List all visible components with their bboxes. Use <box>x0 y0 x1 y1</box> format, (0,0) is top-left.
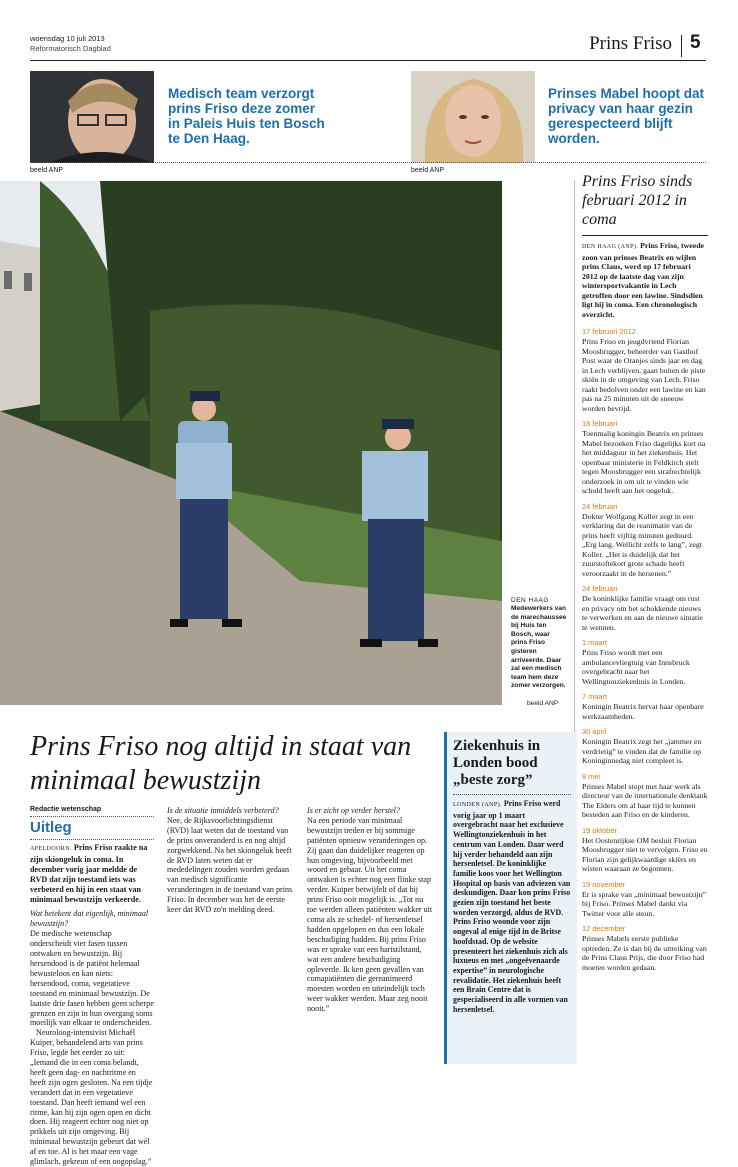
timeline-entry <box>582 826 708 874</box>
box <box>444 732 577 1064</box>
page-divider <box>681 35 682 57</box>
timeline-entry-text: Koningin Beatrix zegt het „jammer en verdrietig” te vinden dat de familie op Koninginnedag niet compleet is. <box>582 737 702 765</box>
lead <box>30 843 154 904</box>
lead-place: APELDOORN. <box>30 846 72 852</box>
timeline-entry <box>582 727 708 766</box>
box-rule <box>453 794 571 795</box>
masthead-paper: Reformatorisch Dagblad <box>30 44 111 53</box>
box-headline: Ziekenhuis in Londen bood „beste zorg” <box>453 738 541 788</box>
main-photo <box>0 181 502 705</box>
photo-credit: beeld ANP <box>527 700 559 707</box>
byline-rule <box>30 816 154 817</box>
timeline-entry-date: 18 februari <box>582 419 618 428</box>
teaser-rule <box>30 162 706 163</box>
teaser-photo-mabel <box>411 71 535 163</box>
timeline-entry-text: Toenmalig koningin Beatrix en prinses Mabel bezoeken Friso dagelijks kort na het middaguur in het ziekenhuis. Het openbaar ministerie in Feldkirch stelt tegen Moosbrugger een strafrechtelijk onderzoek in om uit te vinden wie schuld heeft aan het ongeluk. <box>582 429 706 495</box>
timeline-entry <box>582 327 708 413</box>
teaser-credit-1: beeld ANP <box>30 167 64 174</box>
question-2-inline: Is de situatie inmiddels verbeterd? <box>167 806 279 815</box>
question-3: Is er zicht op verder herstel? <box>307 806 400 815</box>
teaser-credit-2: beeld ANP <box>411 167 445 174</box>
timeline-rule <box>582 235 708 236</box>
byline: Redactie wetenschap <box>30 806 102 813</box>
box-body <box>453 799 571 1014</box>
kicker: Uitleg <box>30 819 72 836</box>
photo-caption-place: DEN HAAG <box>511 597 549 604</box>
timeline-entry-date: 19 oktober <box>582 825 617 835</box>
timeline-entry-date: 19 november <box>582 879 626 889</box>
timeline-entry-text: Er is sprake van „minimaal bewustzijn” bij Friso. Prinses Mabel dankt via Twitter voor alle steun. <box>582 889 707 918</box>
paragraph-2: Neuroloog-intensivist Michaël Kuiper, behandelend arts van prins Friso, legde het eerder zo uit: „Iemand die in een coma belandt, heeft geen dag- en nachtritme en heeft zijn ogen gesloten. Na een tijdje verandert dat in een vegetatieve toestand. Dan heeft iemand wel een ritme, kan hij zijn ogen open en dicht doen. Hij reageert echter nog niet op prikkels uit zijn omgeving. Bij minimaal bewustzijn gebeurt dat wél af en toe. Al is het maar een vage glimlach, gekreun of een oogopslag.” <box>30 1028 153 1167</box>
timeline-intro <box>582 241 708 319</box>
guards-photo <box>0 181 502 705</box>
box-text: Prins Friso werd vorig jaar op 1 maart overgebracht naar het exclusieve Wellingtonziekenhuis in het centrum van Londen. Daar werd hij verder behandeld aan zijn hersenletsel. De koninklijke familie koos voor het Wellington Hospital op basis van adviezen van deskundigen. Daar kon prins Friso gezien zijn toestand het beste worden verzorgd, aldus de RVD. Prins Friso woonde voor zijn ongeval al enige tijd in de Britse hoofdstad. Op de website presenteert het ziekenhuis zich als luxueus en met „ongeëvenaarde expertise” in neurologische revalidatie. Het ziekenhuis heeft een Brain Centre dat is gespecialiseerd in alle vormen van hersenletsel. <box>453 799 571 1014</box>
paragraph-1: De medische wetenschap onderscheidt vier fasen tussen ontwaken en bewustzijn. Bij hersendood is de patiënt helemaal bewusteloos en kan niets: hersendood, coma, vegetatieve toestand en minimaal bewustzijn. De laatste drie fasen hebben geen scherpe grenzen en zijn in hun overgang soms moeilijk van elkaar te onderscheiden. <box>30 929 154 1028</box>
timeline-title: Prins Friso sinds februari 2012 in coma <box>582 173 693 228</box>
timeline-entry <box>582 880 708 919</box>
teaser-photo-friso <box>30 71 154 163</box>
timeline-entry-text: Prins Friso en jeugdvriend Florian Moosbrugger, beheerder van Gasthof Post waar de Oranjes sinds jaar en dag in Lech verblijven, gaan buiten de piste skiën in de omgeving van Lech. Friso raakt bedolven onder een lawine en kan pas na 25 minuten uit de sneeuw worden bevrijd. <box>582 337 706 413</box>
timeline-entry-date: 8 mei <box>582 771 601 781</box>
teaser-headline-2: Prinses Mabel hoopt dat privacy van haar gezin gerespecteerd blijft worden. <box>548 86 705 146</box>
timeline-entry-date: 30 april <box>582 727 607 736</box>
timeline-entry <box>582 584 708 632</box>
teaser-headline-1: Medisch team verzorgt prins Friso deze zomer in Paleis Huis ten Bosch te Den Haag. <box>168 86 325 146</box>
question-1: Wat betekent dat eigenlijk, minimaal bewustzijn? <box>30 909 149 929</box>
masthead-rule <box>30 60 706 61</box>
timeline-entry-date: 12 december <box>582 924 626 933</box>
timeline-entry <box>582 419 708 496</box>
timeline-entry <box>582 772 708 820</box>
timeline-entry <box>582 692 708 721</box>
lead-text: Prins Friso raakte na zijn skiongeluk in coma. In december vorig jaar meldde de RVD dat zijn toestand iets was verbeterd en hij in een staat van minimaal bewustzijn verkeerde. <box>30 843 148 904</box>
timeline-entry-text: Dokter Wolfgang Koller zegt in een verklaring dat de reanimatie van de prins heeft vijftig minuten geduurd. „Erg lang. Wellicht zelfs te lang”, zegt Koller. „Het is duidelijk dat het zuurstoftekort grote schade heeft veroorzaakt in de hersenen.” <box>582 511 702 578</box>
portrait-mabel <box>411 71 535 163</box>
timeline-intro-text: Prins Friso, tweede zoon van prinses Beatrix en wijlen prins Claus, werd op 17 februari 2012 op de laatste dag van zijn wintersportvakantie in Lech getroffen door een lawine. Sindsdien ligt hij in coma. Een chronologisch overzicht. <box>582 241 705 319</box>
timeline-entry-text: Koningin Beatrix hervat haar openbare werkzaamheden. <box>582 702 704 721</box>
timeline-entry-text: Prinses Mabel stopt met haar werk als directeur van de internationale denktank The Elders om al haar tijd te kunnen besteden aan Friso en de kinderen. <box>582 781 708 819</box>
box-place: LONDEN (ANP). <box>453 802 502 808</box>
timeline-entry <box>582 924 708 972</box>
timeline-entry-text: Het Oostenrijkse OM besluit Florian Moosbrugger niet te vervolgen. Friso en Florian zijn gelijkwaardige skiërs en wisten waaraan ze begonnen. <box>582 835 708 873</box>
main-headline: Prins Friso nog altijd in staat van minimaal bewustzijn <box>30 731 412 796</box>
timeline-entry-date: 24 februari <box>582 584 618 593</box>
photo-caption: Medewerkers van de marechaussee bij Huis ten Bosch, waar prins Friso gisteren arriveerde. Daar zal een medisch team hem deze zomer verzorgen. <box>511 605 567 690</box>
paragraph-4: Na een periode van minimaal bewustzijn treden er bij sommige patiënten opnieuw veranderingen op. Zij gaan dan duidelijker reageren op hun omgeving, bijvoorbeeld met woord en gebaar. Uit het coma ontwaken is echter nog een flinke stap verder. Kuiper betwijfelt of dat bij prins Friso ooit mogelijk is. „Tot nu toe werden alleen patiënten wakker uit coma als ze schedel- of hersenletsel hadden opgelopen en dus een lokale beschadiging hadden. Bij prins Friso was er sprake van een hartstilstand, wat een andere beschadiging opleverde. Ik ken geen gevallen van comapatiënten die gereanimeerd moesten worden en uiteindelijk toch weer wakker werden. Maar zeg nooit nooit.” <box>307 815 433 1014</box>
section-title: Prins Friso <box>589 33 672 54</box>
article-col-3 <box>307 806 434 1014</box>
timeline-entry-date: 17 februari 2012 <box>582 327 636 336</box>
timeline-entries <box>582 327 708 972</box>
timeline-entry <box>582 502 708 579</box>
timeline-entry-date: 7 maart <box>582 692 608 701</box>
timeline-entry-text: Prins Friso wordt met een ambulancevliegtuig van Innsbruck overgebracht naar het Wellingtonziekenhuis in Londen. <box>582 648 690 686</box>
portrait-friso <box>30 71 154 163</box>
masthead-date: woensdag 10 juli 2013 <box>30 34 105 43</box>
article-col-1 <box>30 806 154 1167</box>
timeline-entry-text: Prinses Mabels eerste publieke optreden. Ze is dan bij de uitreiking van de Prins Claus Prijs, die door Friso had moeten worden gedaan. <box>582 934 707 972</box>
timeline-column <box>582 172 708 978</box>
article-col-2 <box>167 806 295 1064</box>
kicker-rule <box>30 839 154 840</box>
timeline-entry-text: De koninklijke familie vraagt om rust en privacy om het schokkende nieuws te verwerken en aan de nieuwe situatie te wennen. <box>582 594 703 632</box>
page-number: 5 <box>690 32 701 53</box>
timeline-entry-date: 1 maart <box>582 638 608 647</box>
timeline-entry-date: 24 februari <box>582 501 618 511</box>
timeline-intro-place: DEN HAAG (ANP). <box>582 244 639 250</box>
timeline-entry <box>582 638 708 686</box>
paragraph-3: Nee, de Rijksvoorlichtingsdienst (RVD) laat weten dat de toestand van de prins onveranderd is en nog altijd zorgwekkend. Na het skiongeluk heeft de RVD laten weten dat er mededelingen zouden worden gedaan van medisch significante veranderingen in de toestand van prins Friso. In december was het de eerste keer dat RVD zo'n melding deed. <box>167 815 293 915</box>
